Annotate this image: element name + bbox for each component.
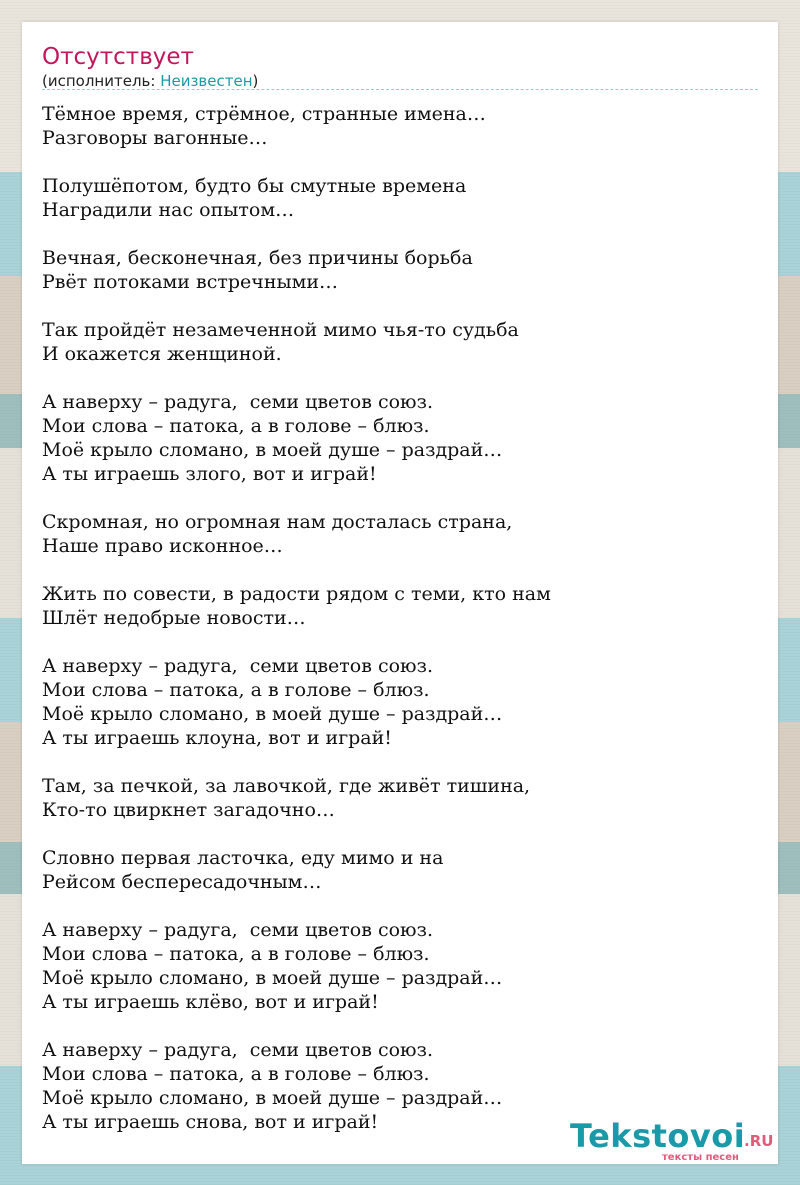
stanza [42, 246, 758, 294]
stanza [42, 918, 758, 1014]
lyric-line: А наверху – радуга, семи цветов союз. [42, 391, 434, 413]
logo-tagline: тексты песен [662, 1152, 739, 1163]
lyric-line: Мои слова – патока, а в голове – блюз. [42, 679, 430, 701]
lyric-line: Кто-то цвиркнет загадочно… [42, 799, 335, 821]
artist-line [42, 71, 258, 91]
site-logo[interactable] [570, 1118, 780, 1164]
lyric-line: А ты играешь клоуна, вот и играй! [42, 727, 392, 749]
stanza [42, 174, 758, 222]
lyric-line: Скромная, но огромная нам досталась страна, [42, 511, 513, 533]
artist-link[interactable]: Неизвестен [160, 72, 253, 90]
lyric-line: Так пройдёт незамеченной мимо чья-то судьба [42, 319, 519, 341]
lyric-line: Моё крыло сломано, в моей душе – раздрай… [42, 439, 503, 461]
lyric-line: Рвёт потоками встречными… [42, 271, 339, 293]
lyric-line: Рейсом беспересадочным… [42, 871, 322, 893]
artist-suffix: ) [252, 72, 259, 90]
lyric-line: Шлёт недобрые новости… [42, 607, 306, 629]
lyrics-text [42, 102, 758, 1158]
lyric-line: Моё крыло сломано, в моей душе – раздрай… [42, 703, 503, 725]
lyric-line: А наверху – радуга, семи цветов союз. [42, 919, 434, 941]
stanza [42, 654, 758, 750]
lyric-line: Жить по совести, в радости рядом с теми, кто нам [42, 583, 551, 605]
lyric-line: Словно первая ласточка, еду мимо и на [42, 847, 444, 869]
lyrics-card [22, 22, 778, 1164]
lyric-line: Наше право исконное… [42, 535, 283, 557]
lyric-line: А ты играешь злого, вот и играй! [42, 463, 377, 485]
lyric-line: Вечная, бесконечная, без причины борьба [42, 247, 473, 269]
lyric-line: Мои слова – патока, а в голове – блюз. [42, 1063, 430, 1085]
lyric-line: Наградили нас опытом… [42, 199, 295, 221]
lyric-line: Мои слова – патока, а в голове – блюз. [42, 943, 430, 965]
artist-prefix: (исполнитель: [42, 72, 161, 90]
stanza [42, 318, 758, 366]
lyric-line: А наверху – радуга, семи цветов союз. [42, 1039, 434, 1061]
stanza [42, 510, 758, 558]
lyric-line: А ты играешь снова, вот и играй! [42, 1111, 379, 1133]
song-title: Отсутствует [42, 44, 194, 70]
lyric-line: Мои слова – патока, а в голове – блюз. [42, 415, 430, 437]
lyric-line: И окажется женщиной. [42, 343, 282, 365]
lyric-line: А ты играешь клёво, вот и играй! [42, 991, 379, 1013]
stanza [42, 846, 758, 894]
stanza [42, 582, 758, 630]
logo-tld: .RU [744, 1132, 774, 1150]
lyric-line: А наверху – радуга, семи цветов союз. [42, 655, 434, 677]
lyric-line: Моё крыло сломано, в моей душе – раздрай… [42, 1087, 503, 1109]
stanza [42, 102, 758, 150]
stanza [42, 774, 758, 822]
lyric-line: Моё крыло сломано, в моей душе – раздрай… [42, 967, 503, 989]
lyric-line: Разговоры вагонные… [42, 127, 268, 149]
title-divider [42, 89, 758, 90]
logo-wordmark: Tekstovoi [570, 1117, 746, 1155]
lyric-line: Полушёпотом, будто бы смутные времена [42, 175, 467, 197]
lyric-line: Тёмное время, стрёмное, странные имена… [42, 103, 486, 125]
lyric-line: Там, за печкой, за лавочкой, где живёт тишина, [42, 775, 531, 797]
stanza [42, 390, 758, 486]
